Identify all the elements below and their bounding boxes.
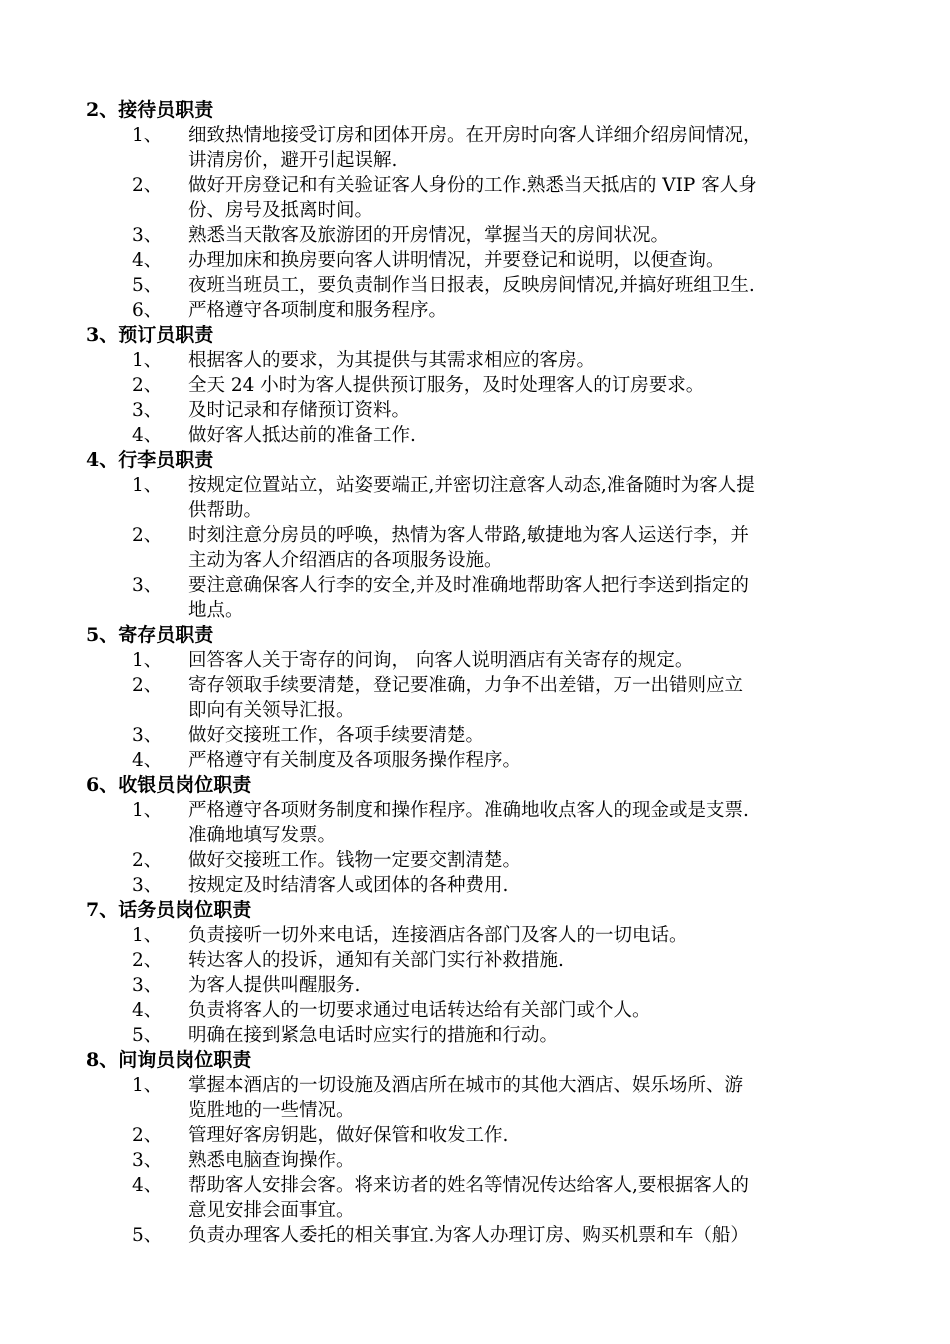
- item-number: 2、: [132, 1125, 163, 1146]
- item-number: 4、: [132, 250, 163, 271]
- section-heading: 2、接待员职责: [86, 99, 214, 121]
- item-text-line: 按规定及时结清客人或团体的各种费用.: [188, 875, 509, 896]
- section-heading: 8、问询员岗位职责: [86, 1049, 252, 1071]
- item-text-line: 份、房号及抵离时间。: [188, 200, 374, 221]
- item-text-line: 负责接听一切外来电话，连接酒店各部门及客人的一切电话。: [188, 925, 688, 946]
- item-text-line: 明确在接到紧急电话时应实行的措施和行动。: [188, 1025, 559, 1046]
- item-text-line: 讲清房价，避开引起误解.: [188, 150, 398, 171]
- item-number: 5、: [132, 275, 163, 296]
- item-number: 6、: [132, 300, 163, 321]
- item-text-line: 帮助客人安排会客。将来访者的姓名等情况传达给客人,要根据客人的: [188, 1175, 749, 1196]
- item-text-line: 准确地填写发票。: [188, 825, 337, 846]
- item-text-line: 夜班当班员工，要负责制作当日报表，反映房间情况,并搞好班组卫生.: [188, 275, 755, 296]
- item-text-line: 严格遵守有关制度及各项服务操作程序。: [188, 750, 522, 771]
- item-number: 3、: [132, 225, 163, 246]
- item-number: 3、: [132, 400, 163, 421]
- item-text-line: 严格遵守各项财务制度和操作程序。准确地收点客人的现金或是支票.: [188, 800, 749, 821]
- item-number: 5、: [132, 1025, 163, 1046]
- item-text-line: 做好开房登记和有关验证客人身份的工作.熟悉当天抵店的 VIP 客人身: [188, 175, 757, 196]
- item-text-line: 回答客人关于寄存的问询， 向客人说明酒店有关寄存的规定。: [188, 650, 694, 671]
- item-text-line: 细致热情地接受订房和团体开房。在开房时向客人详细介绍房间情况，: [188, 125, 762, 146]
- item-text-line: 全天 24 小时为客人提供预订服务，及时处理客人的订房要求。: [188, 375, 705, 396]
- item-text-line: 做好客人抵达前的准备工作.: [188, 425, 416, 446]
- item-number: 2、: [132, 850, 163, 871]
- item-number: 3、: [132, 975, 163, 996]
- item-text-line: 为客人提供叫醒服务.: [188, 975, 361, 996]
- item-number: 2、: [132, 375, 163, 396]
- item-number: 5、: [132, 1225, 163, 1246]
- item-number: 4、: [132, 1000, 163, 1021]
- item-text-line: 负责将客人的一切要求通过电话转达给有关部门或个人。: [188, 1000, 651, 1021]
- item-text-line: 寄存领取手续要清楚，登记要准确，力争不出差错，万一出错则应立: [188, 675, 744, 696]
- item-text-line: 供帮助。: [188, 500, 263, 521]
- item-text-line: 览胜地的一些情况。: [188, 1100, 355, 1121]
- item-number: 4、: [132, 425, 163, 446]
- item-number: 3、: [132, 1150, 163, 1171]
- item-number: 2、: [132, 675, 163, 696]
- item-text-line: 负责办理客人委托的相关事宜.为客人办理订房、购买机票和车（船）: [188, 1225, 749, 1246]
- section-heading: 3、预订员职责: [86, 324, 214, 346]
- item-text-line: 熟悉电脑查询操作。: [188, 1150, 355, 1171]
- item-number: 3、: [132, 725, 163, 746]
- item-number: 3、: [132, 575, 163, 596]
- item-text-line: 根据客人的要求，为其提供与其需求相应的客房。: [188, 350, 596, 371]
- item-number: 2、: [132, 175, 163, 196]
- item-number: 2、: [132, 525, 163, 546]
- item-text-line: 即向有关领导汇报。: [188, 700, 355, 721]
- item-text-line: 主动为客人介绍酒店的各项服务设施。: [188, 550, 503, 571]
- item-number: 3、: [132, 875, 163, 896]
- item-number: 2、: [132, 950, 163, 971]
- item-number: 1、: [132, 350, 163, 371]
- item-text-line: 掌握本酒店的一切设施及酒店所在城市的其他大酒店、娱乐场所、游: [188, 1075, 744, 1096]
- item-text-line: 按规定位置站立，站姿要端正,并密切注意客人动态,准备随时为客人提: [188, 475, 755, 496]
- item-text-line: 管理好客房钥匙，做好保管和收发工作.: [188, 1125, 509, 1146]
- section-heading: 5、寄存员职责: [86, 624, 214, 646]
- item-text-line: 地点。: [188, 600, 244, 621]
- item-text-line: 办理加床和换房要向客人讲明情况，并要登记和说明，以便查询。: [188, 250, 725, 271]
- item-number: 1、: [132, 800, 163, 821]
- item-text-line: 转达客人的投诉，通知有关部门实行补救措施.: [188, 950, 564, 971]
- item-number: 1、: [132, 1075, 163, 1096]
- item-text-line: 严格遵守各项制度和服务程序。: [188, 300, 448, 321]
- section-heading: 4、行李员职责: [86, 449, 214, 471]
- item-text-line: 要注意确保客人行李的安全,并及时准确地帮助客人把行李送到指定的: [188, 575, 749, 596]
- item-text-line: 做好交接班工作。钱物一定要交割清楚。: [188, 850, 522, 871]
- item-number: 4、: [132, 750, 163, 771]
- item-text-line: 做好交接班工作，各项手续要清楚。: [188, 725, 485, 746]
- item-number: 1、: [132, 475, 163, 496]
- section-heading: 6、收银员岗位职责: [86, 774, 252, 796]
- item-text-line: 熟悉当天散客及旅游团的开房情况，掌握当天的房间状况。: [188, 225, 670, 246]
- item-number: 1、: [132, 125, 163, 146]
- item-number: 1、: [132, 650, 163, 671]
- item-text-line: 时刻注意分房员的呼唤，热情为客人带路,敏捷地为客人运送行李，并: [188, 525, 749, 546]
- item-text-line: 及时记录和存储预订资料。: [188, 400, 411, 421]
- item-text-line: 意见安排会面事宜。: [188, 1200, 355, 1221]
- item-number: 4、: [132, 1175, 163, 1196]
- section-heading: 7、话务员岗位职责: [86, 899, 252, 921]
- item-number: 1、: [132, 925, 163, 946]
